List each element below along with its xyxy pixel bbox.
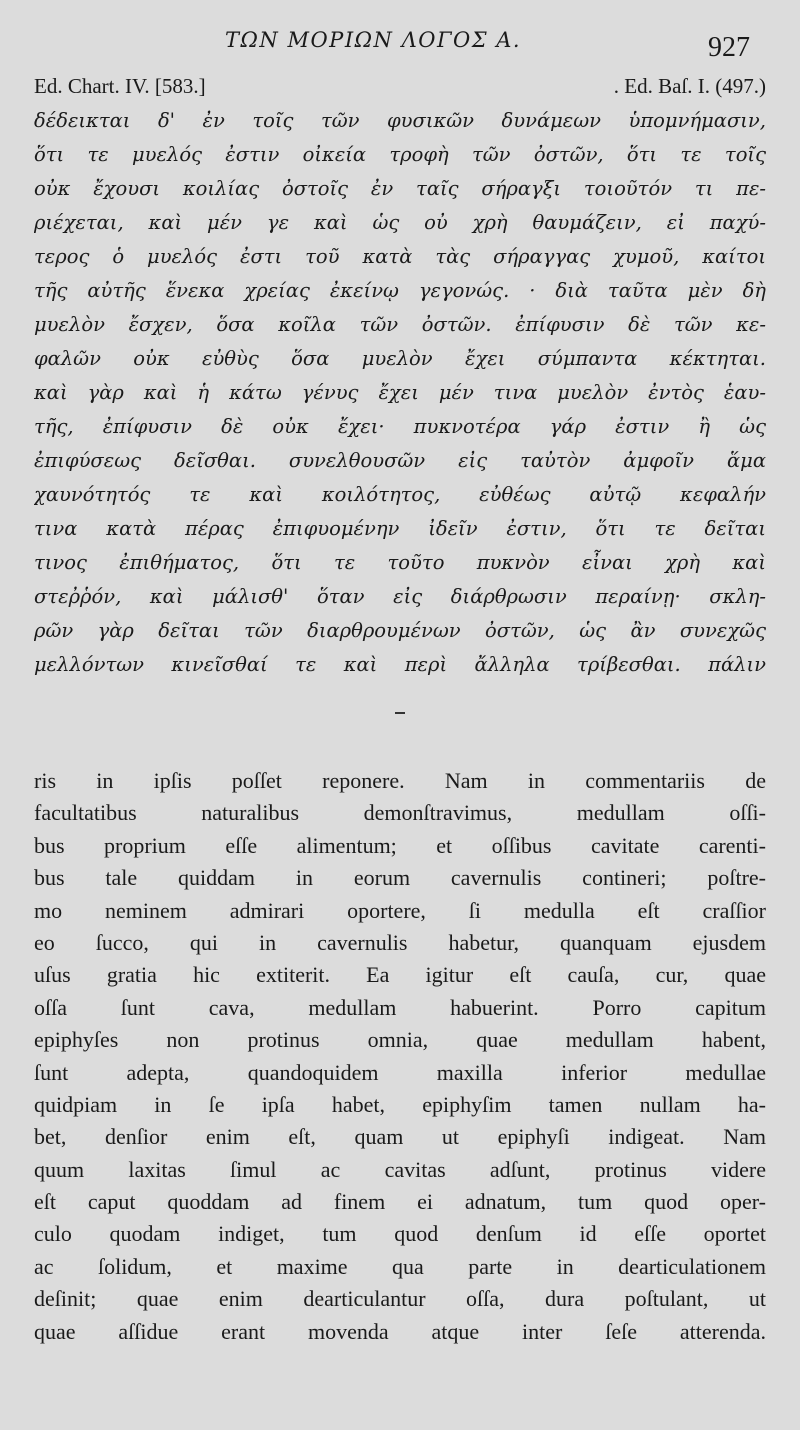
greek-text-line: τινα κατὰ πέρας ἐπιφυομένην ἰδεῖν ἐστιν, ὅτι τε δεῖται — [34, 517, 766, 540]
greek-text-line: φαλῶν οὐκ εὐθὺς ὅσα μυελὸν ἔχει σύμπαντα κέκτηται. — [34, 347, 766, 370]
latin-text-line: ac ſolidum, et maxime qua parte in dearticulationem — [34, 1253, 766, 1279]
running-title: ΤΩΝ ΜΟΡΙΩΝ ΛΟΓΟΣ Α. — [225, 28, 522, 52]
latin-text-line: quae aſſidue erant movenda atque inter ſeſe atterenda. — [34, 1318, 766, 1344]
greek-text-line: τῆς, ἐπίφυσιν δὲ οὐκ ἔχει· πυκνοτέρα γάρ ἐστιν ἢ ὡς — [34, 415, 766, 438]
latin-text-line: bet, denſior enim eſt, quam ut epiphyſi indigeat. Nam — [34, 1124, 766, 1150]
greek-text-line: τινος ἐπιθήματος, ὅτι τε τοῦτο πυκνὸν εἶναι χρὴ καὶ — [34, 551, 766, 574]
greek-text-block — [34, 104, 766, 682]
latin-text-block — [34, 765, 766, 1348]
latin-text-line: deſinit; quae enim dearticulantur oſſa, dura poſtulant, ut — [34, 1286, 766, 1312]
greek-text-line: τερος ὁ μυελός ἐστι τοῦ κατὰ τὰς σήραγγας χυμοῦ, καίτοι — [34, 245, 766, 268]
edition-basel-reference: . Ed. Baſ. I. (497.) — [613, 74, 766, 98]
edition-reference-line — [34, 74, 766, 102]
edition-chartier-reference: Ed. Chart. IV. [583.] — [34, 74, 206, 98]
latin-text-line: mo neminem admirari oportere, ſi medulla eſt craſſior — [34, 897, 766, 923]
running-head — [0, 24, 800, 63]
latin-text-line: bus proprium eſſe alimentum; et oſſibus cavitate carenti- — [34, 832, 766, 858]
latin-text-line: quidpiam in ſe ipſa habet, epiphyſim tamen nullam ha- — [34, 1091, 766, 1117]
greek-text-line: τῆς αὐτῆς ἕνεκα χρείας ἐκείνῳ γεγονώς. · διὰ ταῦτα μὲν δὴ — [34, 279, 766, 302]
latin-text-line: eſt caput quoddam ad finem ei adnatum, tum quod oper- — [34, 1189, 766, 1215]
section-divider — [395, 712, 405, 714]
latin-text-line: facultatibus naturalibus demonſtravimus, medullam oſſi- — [34, 800, 766, 826]
latin-text-line: ris in ipſis poſſet reponere. Nam in commentariis de — [34, 768, 766, 793]
greek-text-line: ρῶν γὰρ δεῖται τῶν διαρθρουμένων ὀστῶν, ὡς ἂν συνεχῶς — [34, 619, 766, 642]
greek-text-line: στεῤῥόν, καὶ μάλισθ' ὅταν εἰς διάρθρωσιν περαίνῃ· σκλη- — [34, 585, 766, 608]
greek-text-line: δέδεικται δ' ἐν τοῖς τῶν φυσικῶν δυνάμεων ὑπομνήμασιν, — [34, 109, 766, 132]
latin-text-line: eo ſucco, qui in cavernulis habetur, quanquam ejusdem — [34, 929, 766, 955]
latin-text-line: oſſa ſunt cava, medullam habuerint. Porro capitum — [34, 994, 766, 1020]
greek-text-line: ἐπιφύσεως δεῖσθαι. συνελθουσῶν εἰς ταὐτὸν ἀμφοῖν ἅμα — [34, 449, 766, 472]
greek-text-line: καὶ γὰρ καὶ ἡ κάτω γένυς ἔχει μέν τινα μυελὸν ἐντὸς ἑαυ- — [34, 381, 766, 404]
greek-text-line: μυελὸν ἔσχεν, ὅσα κοῖλα τῶν ὀστῶν. ἐπίφυσιν δὲ τῶν κε- — [34, 313, 766, 336]
greek-text-line: ὅτι τε μυελός ἐστιν οἰκεία τροφὴ τῶν ὀστῶν, ὅτι τε τοῖς — [34, 143, 766, 166]
latin-text-line: culo quodam indiget, tum quod denſum id eſſe oportet — [34, 1221, 766, 1247]
latin-text-line: bus tale quiddam in eorum cavernulis contineri; poſtre- — [34, 865, 766, 891]
greek-text-line: οὐκ ἔχουσι κοιλίας ὀστοῖς ἐν ταῖς σήραγξι τοιοῦτόν τι πε- — [34, 177, 766, 200]
greek-text-line: χαυνότητός τε καὶ κοιλότητος, εὐθέως αὐτῷ κεφαλήν — [34, 483, 766, 506]
page-number: 927 — [708, 32, 750, 63]
latin-text-line: epiphyſes non protinus omnia, quae medullam habent, — [34, 1027, 766, 1053]
greek-text-line: μελλόντων κινεῖσθαί τε καὶ περὶ ἄλληλα τρίβεσθαι. πάλιν — [34, 653, 766, 676]
latin-text-line: uſus gratia hic extiterit. Ea igitur eſt cauſa, cur, quae — [34, 962, 766, 988]
latin-text-line: quum laxitas ſimul ac cavitas adſunt, protinus videre — [34, 1156, 766, 1182]
latin-text-line: ſunt adepta, quandoquidem maxilla inferior medullae — [34, 1059, 766, 1085]
greek-text-line: ριέχεται, καὶ μέν γε καὶ ὡς οὐ χρὴ θαυμάζειν, εἰ παχύ- — [34, 211, 766, 234]
